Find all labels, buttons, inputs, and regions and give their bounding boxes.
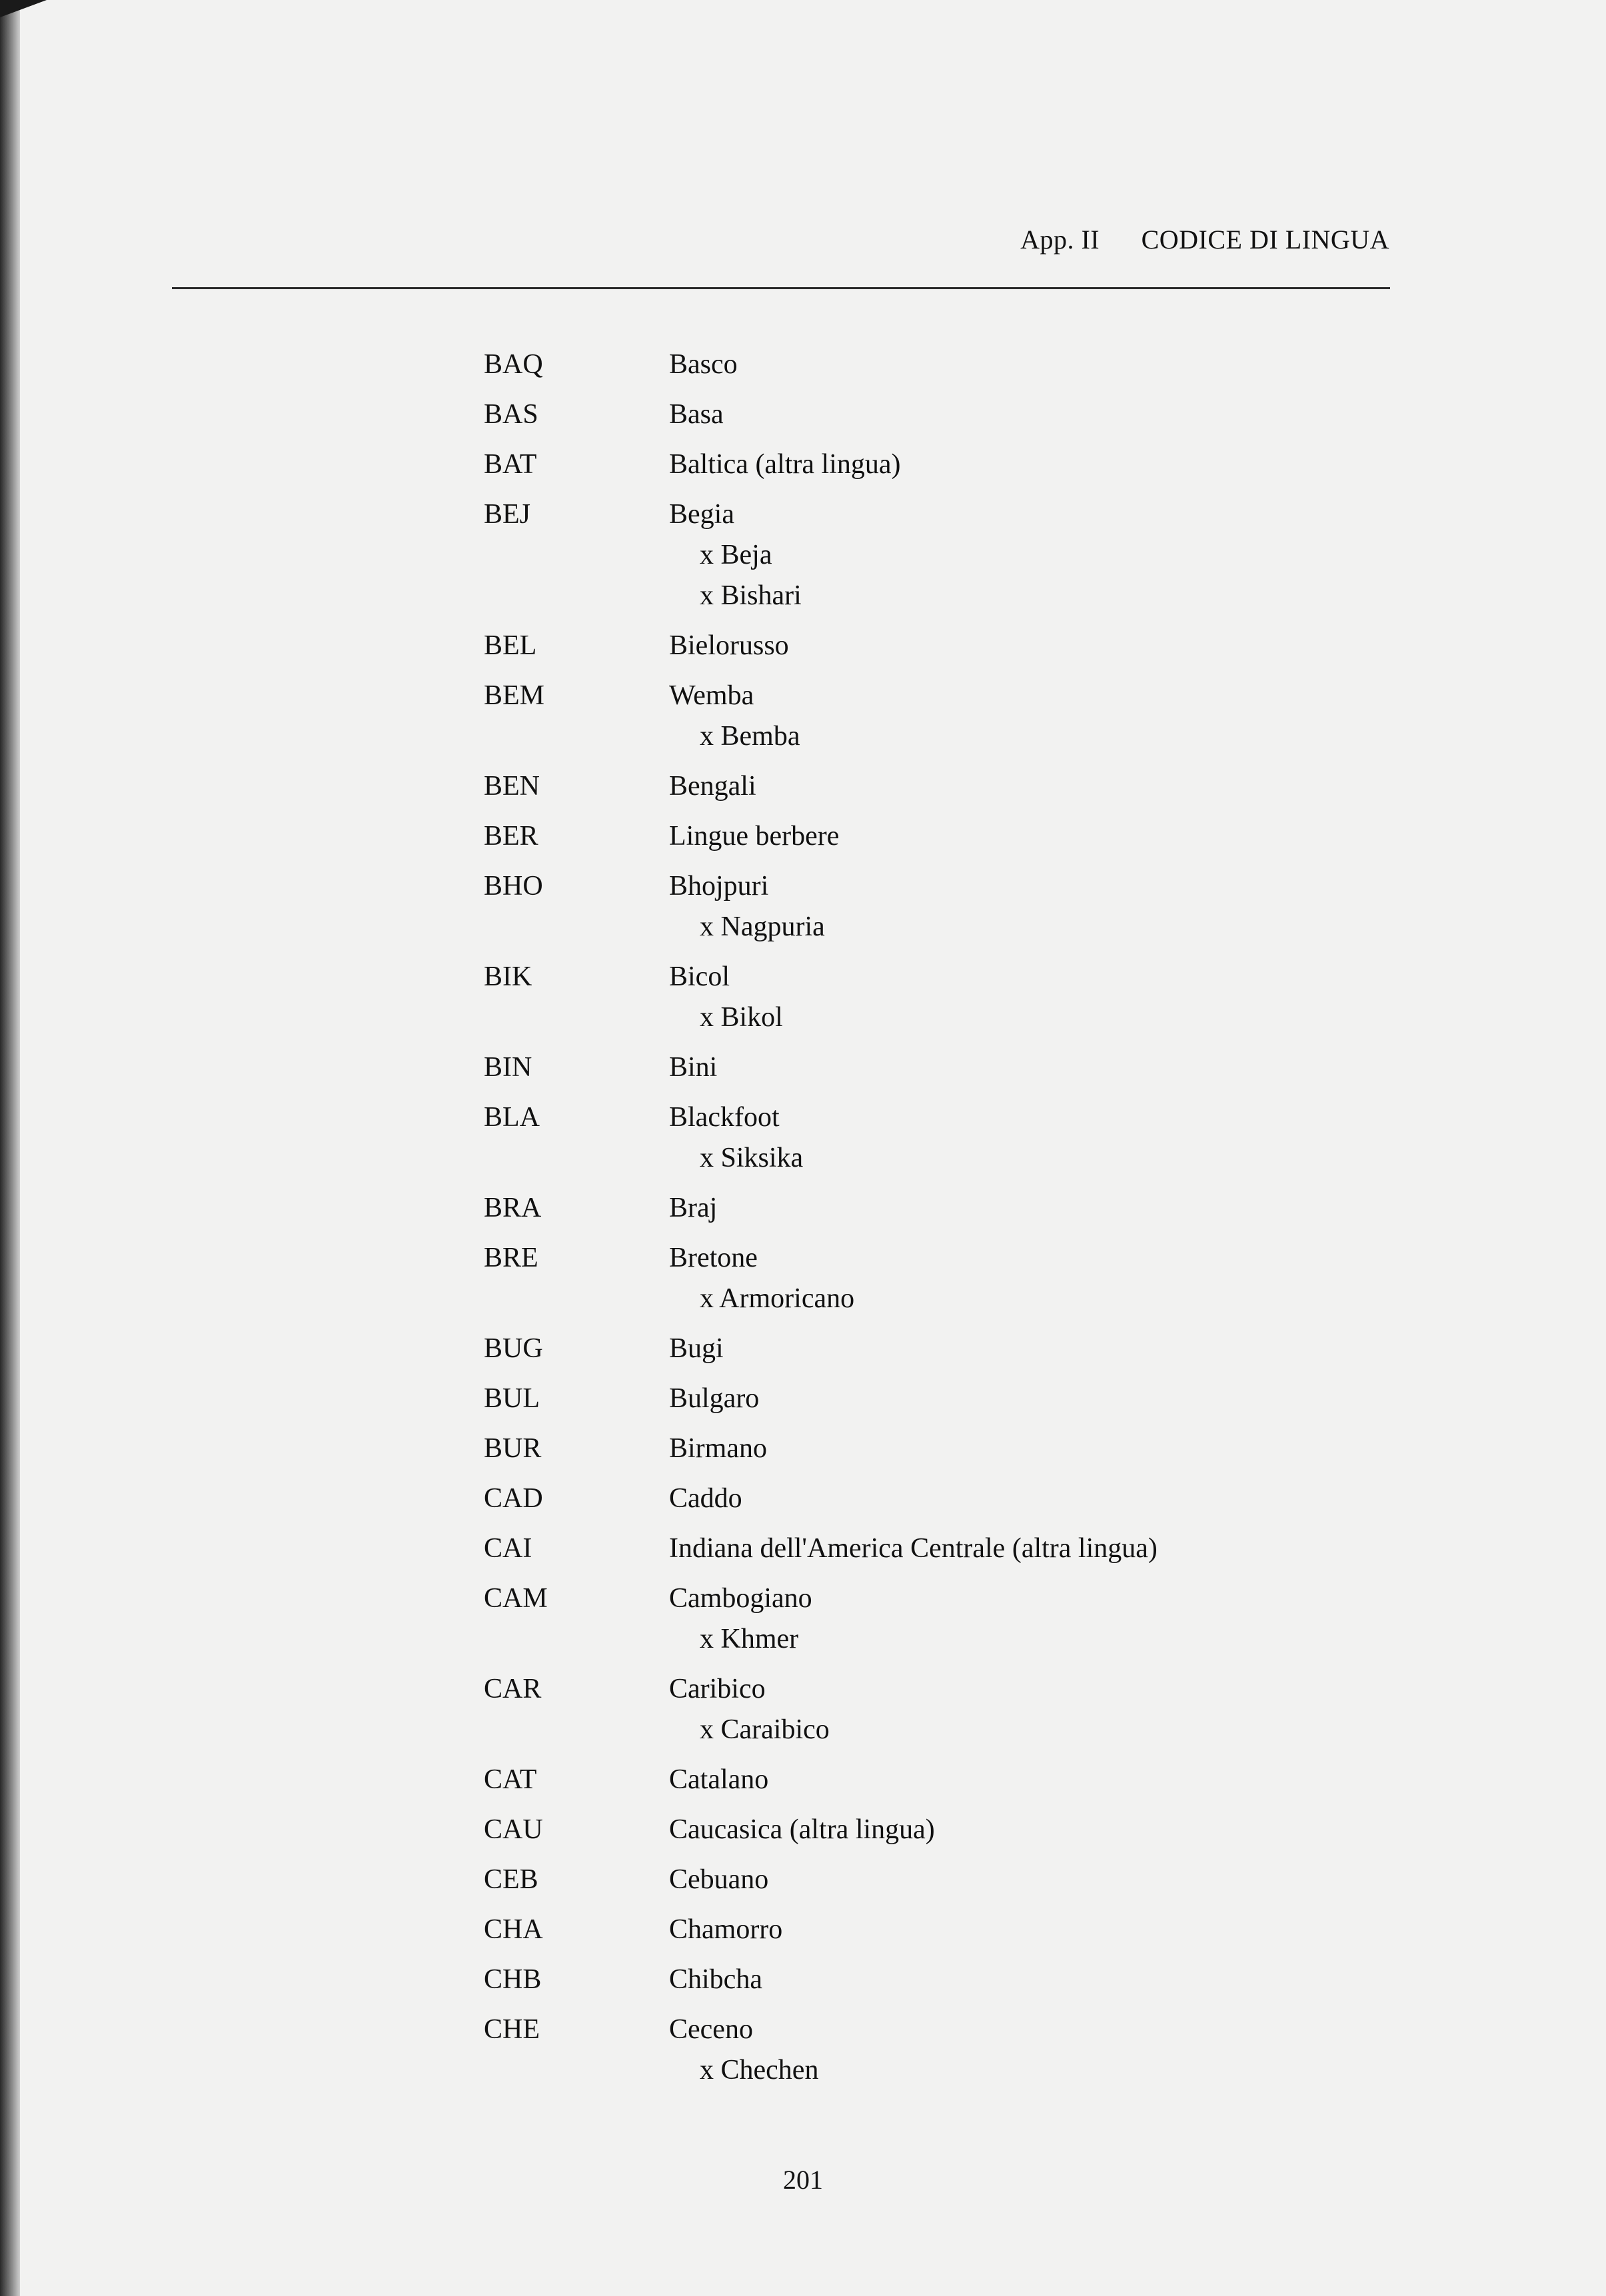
language-entry <box>484 1528 1417 1569</box>
language-entry <box>484 2009 1417 2091</box>
language-name: Bretone <box>669 1243 758 1273</box>
language-names <box>669 1860 1417 1900</box>
language-code: BAQ <box>484 349 543 380</box>
language-code: BER <box>484 821 538 852</box>
language-name: Bulgaro <box>669 1383 760 1414</box>
language-code: CEB <box>484 1864 538 1895</box>
language-entry <box>484 1578 1417 1660</box>
language-entry <box>484 866 1417 947</box>
language-entry <box>484 957 1417 1038</box>
language-name: Ceceno <box>669 2014 753 2045</box>
language-names <box>669 2009 1417 2091</box>
language-code: BIK <box>484 961 532 992</box>
language-name: Chamorro <box>669 1914 783 1945</box>
language-code: BRE <box>484 1243 538 1273</box>
language-names <box>669 1578 1417 1660</box>
language-names <box>669 494 1417 616</box>
language-entry <box>484 1379 1417 1419</box>
language-name: Bini <box>669 1052 718 1083</box>
language-names <box>669 1528 1417 1569</box>
language-code: CAU <box>484 1814 543 1845</box>
language-code: BIN <box>484 1052 532 1083</box>
language-entry <box>484 1960 1417 2000</box>
page-number: 201 <box>783 2165 823 2195</box>
language-names <box>669 1329 1417 1369</box>
language-code: BEN <box>484 771 540 802</box>
language-names <box>669 1478 1417 1519</box>
language-name: Basco <box>669 349 738 380</box>
language-names <box>669 344 1417 385</box>
language-entry <box>484 394 1417 435</box>
language-entry <box>484 1097 1417 1179</box>
running-header <box>1020 224 1389 255</box>
language-code: CAR <box>484 1674 542 1704</box>
language-name: Braj <box>669 1193 718 1223</box>
header-rule <box>172 287 1390 289</box>
language-cross-reference: x Bemba <box>700 721 800 752</box>
language-code: CHB <box>484 1964 542 1995</box>
language-entry <box>484 1047 1417 1088</box>
binding-shadow <box>0 0 20 2296</box>
language-names <box>669 394 1417 435</box>
language-name: Caddo <box>669 1483 742 1514</box>
language-name: Basa <box>669 399 724 430</box>
language-name: Caribico <box>669 1674 766 1704</box>
language-names <box>669 444 1417 485</box>
language-entry <box>484 676 1417 757</box>
language-code-list <box>484 344 1417 2091</box>
language-entry <box>484 766 1417 807</box>
language-name: Cebuano <box>669 1864 769 1895</box>
language-cross-reference: x Siksika <box>700 1143 804 1173</box>
language-code: CAI <box>484 1533 532 1564</box>
language-code: BUL <box>484 1383 540 1414</box>
language-entry <box>484 1238 1417 1319</box>
language-names <box>669 1910 1417 1950</box>
language-code: BUR <box>484 1433 542 1464</box>
language-code: BRA <box>484 1193 542 1223</box>
language-code: BHO <box>484 871 543 901</box>
language-name: Bugi <box>669 1333 724 1364</box>
language-name: Bielorusso <box>669 630 789 661</box>
language-name: Chibcha <box>669 1964 762 1995</box>
language-names <box>669 1188 1417 1229</box>
language-names <box>669 1097 1417 1179</box>
language-code: CAD <box>484 1483 543 1514</box>
language-names <box>669 1429 1417 1469</box>
language-entry <box>484 1910 1417 1950</box>
language-entry <box>484 444 1417 485</box>
language-code: BEM <box>484 680 545 711</box>
header-section: App. II <box>1020 225 1100 255</box>
language-cross-reference: x Beja <box>700 540 772 570</box>
language-entry <box>484 626 1417 666</box>
language-code: CHE <box>484 2014 540 2045</box>
language-entry <box>484 1760 1417 1800</box>
language-code: BEJ <box>484 499 531 530</box>
language-names <box>669 1760 1417 1800</box>
language-names <box>669 1960 1417 2000</box>
language-names <box>669 1669 1417 1750</box>
language-name: Catalano <box>669 1764 769 1795</box>
page-corner-shadow <box>0 0 47 17</box>
language-entry <box>484 494 1417 616</box>
language-entry <box>484 344 1417 385</box>
language-name: Begia <box>669 499 734 530</box>
language-entry <box>484 1478 1417 1519</box>
language-code: BEL <box>484 630 537 661</box>
language-cross-reference: x Bishari <box>700 580 802 611</box>
language-entry <box>484 1669 1417 1750</box>
language-code: CAT <box>484 1764 537 1795</box>
language-name: Bengali <box>669 771 756 802</box>
language-cross-reference: x Khmer <box>700 1624 799 1654</box>
language-entry <box>484 1188 1417 1229</box>
header-title: CODICE DI LINGUA <box>1141 225 1389 255</box>
language-name: Lingue berbere <box>669 821 840 852</box>
language-code: CAM <box>484 1583 548 1614</box>
language-names <box>669 816 1417 857</box>
language-name: Indiana dell'America Centrale (altra lingua) <box>669 1533 1158 1564</box>
language-cross-reference: x Bikol <box>700 1002 783 1033</box>
language-code: BUG <box>484 1333 543 1364</box>
language-cross-reference: x Nagpuria <box>700 911 825 942</box>
language-name: Cambogiano <box>669 1583 812 1614</box>
language-names <box>669 1047 1417 1088</box>
language-name: Bhojpuri <box>669 871 769 901</box>
language-code: BLA <box>484 1102 540 1133</box>
language-entry <box>484 1860 1417 1900</box>
language-entry <box>484 1429 1417 1469</box>
language-name: Birmano <box>669 1433 767 1464</box>
language-name: Caucasica (altra lingua) <box>669 1814 935 1845</box>
language-code: CHA <box>484 1914 543 1945</box>
language-name: Baltica (altra lingua) <box>669 449 901 480</box>
language-code: BAT <box>484 449 537 480</box>
language-names <box>669 957 1417 1038</box>
language-cross-reference: x Caraibico <box>700 1714 830 1745</box>
language-cross-reference: x Armoricano <box>700 1283 855 1314</box>
language-cross-reference: x Chechen <box>700 2055 819 2085</box>
language-names <box>669 866 1417 947</box>
language-names <box>669 1379 1417 1419</box>
language-name: Blackfoot <box>669 1102 780 1133</box>
language-code: BAS <box>484 399 538 430</box>
language-names <box>669 766 1417 807</box>
language-name: Wemba <box>669 680 754 711</box>
language-entry <box>484 816 1417 857</box>
language-names <box>669 676 1417 757</box>
language-names <box>669 1238 1417 1319</box>
language-entry <box>484 1810 1417 1850</box>
language-entry <box>484 1329 1417 1369</box>
language-names <box>669 1810 1417 1850</box>
language-name: Bicol <box>669 961 730 992</box>
language-names <box>669 626 1417 666</box>
